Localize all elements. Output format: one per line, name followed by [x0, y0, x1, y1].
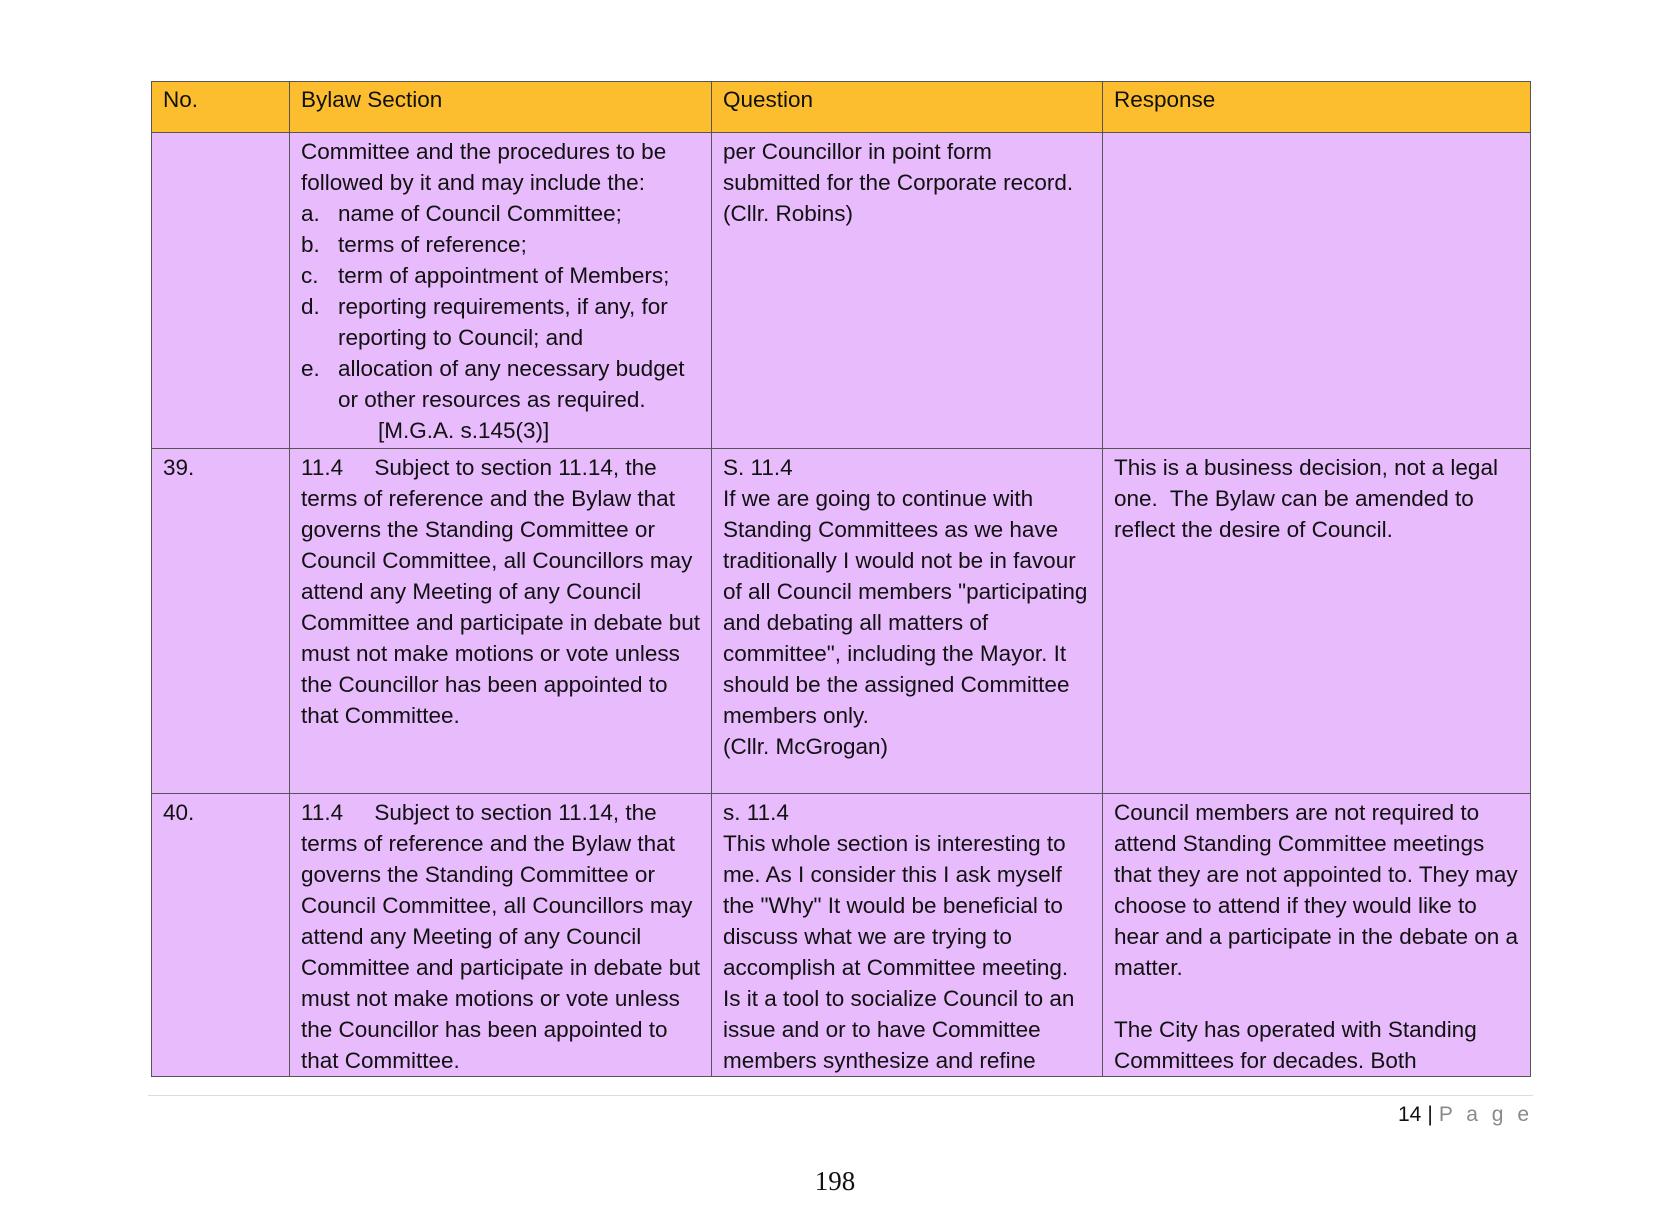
- question-cell: [712, 794, 1103, 1077]
- bylaw-section-cell: [290, 449, 712, 794]
- header-bylaw-section: Bylaw Section: [290, 82, 712, 133]
- table-row: [152, 133, 1531, 449]
- section-intro: Committee and the procedures to be followed by it and may include the:: [301, 139, 667, 195]
- response-cell: [1103, 449, 1531, 794]
- row-number: [152, 133, 290, 449]
- table-row: [152, 794, 1531, 1077]
- list-item-text: allocation of any necessary budget or other resources as required.: [338, 356, 685, 412]
- list-marker: d.: [301, 294, 320, 319]
- footer-divider: [148, 1095, 1533, 1096]
- list-item-text: name of Council Committee;: [338, 201, 622, 226]
- header-question: Question: [712, 82, 1103, 133]
- question-text: per Councillor in point form submitted for the Corporate record. (Cllr. Robins): [723, 139, 1074, 226]
- response-text: This is a business decision, not a legal one. The Bylaw can be amended to reflect the desire of Council.: [1114, 455, 1505, 542]
- header-no: No.: [152, 82, 290, 133]
- list-item: [301, 198, 700, 229]
- list-marker: b.: [301, 232, 320, 257]
- section-item-list: [301, 198, 700, 415]
- table-header-row: [152, 82, 1531, 133]
- list-item: [301, 291, 700, 353]
- response-text-continued: The City has operated with Standing Committees for decades. Both: [1114, 1017, 1483, 1073]
- footer-page-number: 14: [1398, 1103, 1422, 1126]
- response-cell: [1103, 133, 1531, 449]
- bylaw-question-table: [151, 81, 1531, 1077]
- list-marker: a.: [301, 201, 320, 226]
- list-item: [301, 229, 700, 260]
- question-cell: [712, 449, 1103, 794]
- table-row: [152, 449, 1531, 794]
- section-text: 11.4 Subject to section 11.14, the terms of reference and the Bylaw that governs the Standing Committee or Council Committee, all Councillors may attend any Meeting of any Council Committee and participate in debate but must not make motions or vote unless the Councillor has been appointed to that Committee.: [301, 800, 707, 1073]
- list-marker: e.: [301, 356, 320, 381]
- list-item-text: reporting requirements, if any, for reporting to Council; and: [338, 294, 668, 350]
- response-cell: [1103, 794, 1531, 1077]
- document-page-number: 198: [814, 1166, 856, 1196]
- question-text: s. 11.4 This whole section is interesting to me. As I consider this I ask myself the "Why" It would be beneficial to discuss what we are trying to accomplish at Committee meeting. Is it a tool to socialize Council to an issue and or to have Committee members synthesize and refine: [723, 800, 1075, 1073]
- section-text: 11.4 Subject to section 11.14, the terms of reference and the Bylaw that governs the Standing Committee or Council Committee, all Councillors may attend any Meeting of any Council Committee and participate in debate but must not make motions or vote unless the Councillor has been appointed to that Committee.: [301, 455, 707, 728]
- question-text: S. 11.4 If we are going to continue with Standing Committees as we have traditionally I would not be in favour of all Council members "participating and debating all matters of committee", including the Mayor. It should be the assigned Committee members only. (Cllr. McGrogan): [723, 455, 1088, 759]
- bylaw-section-cell: [290, 133, 712, 449]
- bylaw-section-cell: [290, 794, 712, 1077]
- row-number: 40.: [152, 794, 290, 1077]
- list-item-text: terms of reference;: [338, 232, 527, 257]
- response-text: Council members are not required to attend Standing Committee meetings that they are not appointed to. They may choose to attend if they would like to hear and a participate in the debate on a matter.: [1114, 800, 1525, 980]
- header-response: Response: [1103, 82, 1531, 133]
- footer-page-word: P a g e: [1438, 1103, 1533, 1126]
- list-marker: c.: [301, 263, 319, 288]
- page-footer: [1398, 1101, 1533, 1129]
- footer-separator: |: [1427, 1103, 1433, 1126]
- list-item: [301, 353, 700, 415]
- row-number: 39.: [152, 449, 290, 794]
- list-item: [301, 260, 700, 291]
- list-item-text: term of appointment of Members;: [338, 263, 670, 288]
- paragraph-gap: [1114, 983, 1519, 1014]
- question-cell: [712, 133, 1103, 449]
- section-citation: [M.G.A. s.145(3)]: [378, 418, 550, 443]
